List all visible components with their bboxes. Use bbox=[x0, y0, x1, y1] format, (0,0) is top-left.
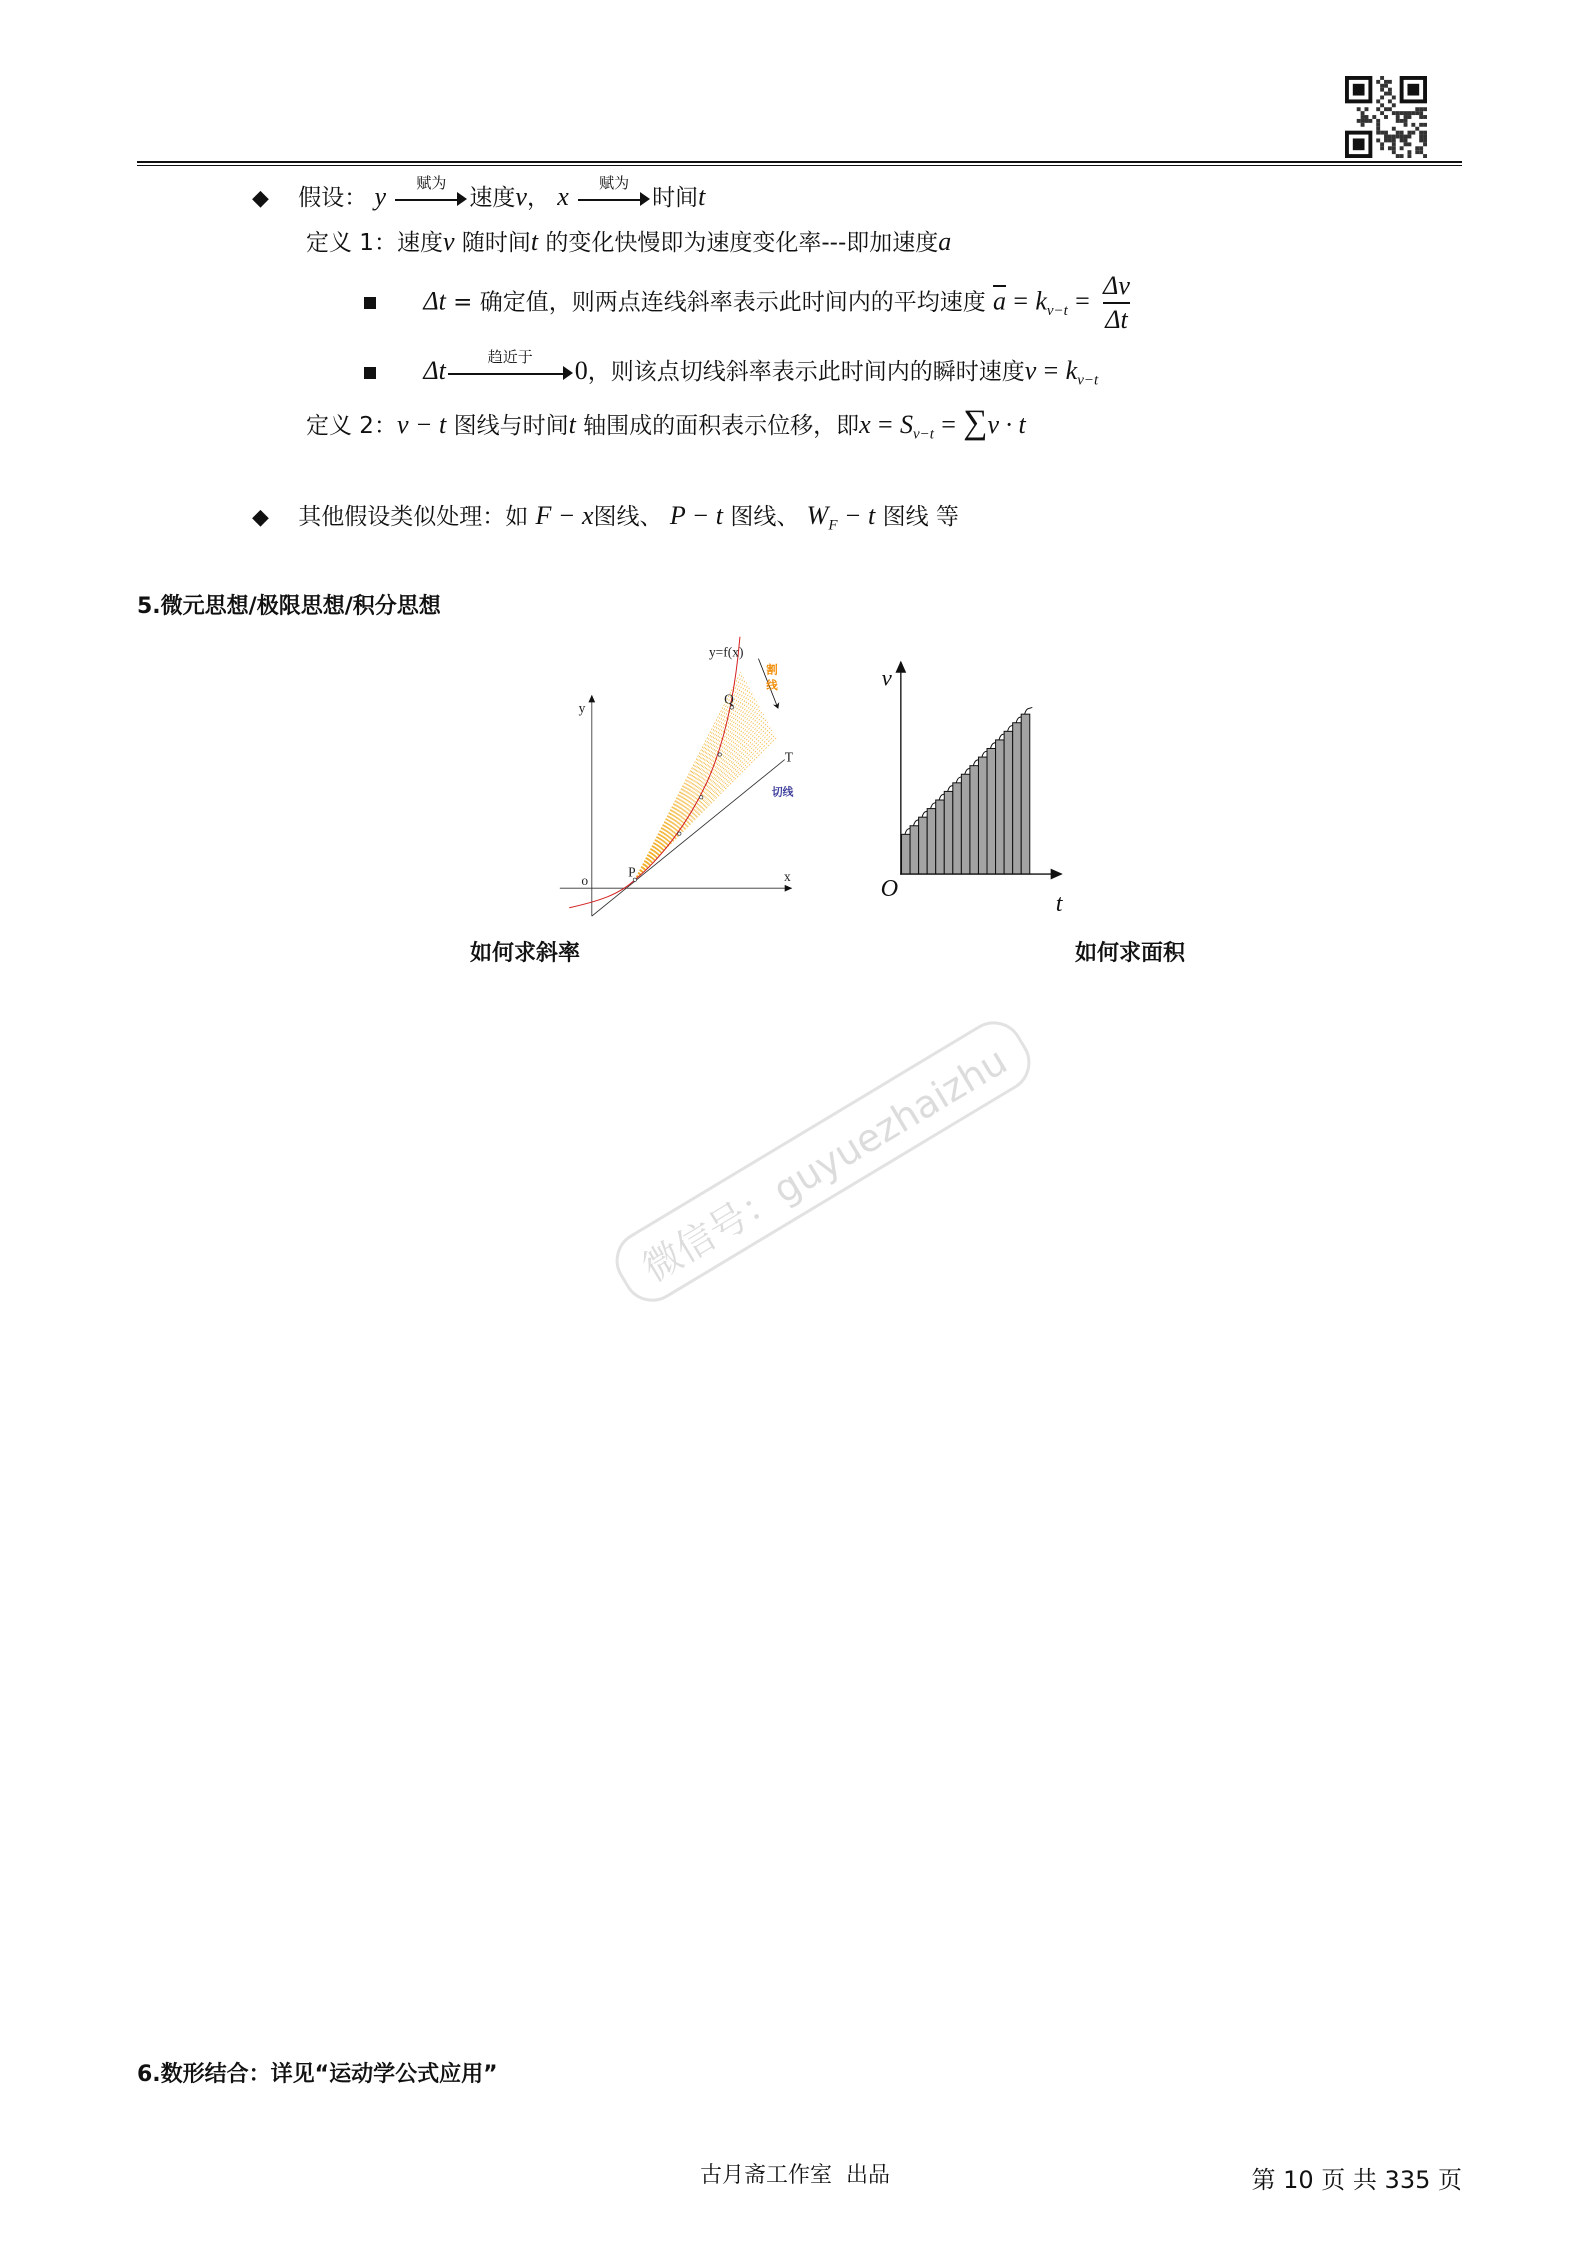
math: Δt bbox=[423, 356, 446, 385]
qr-code bbox=[1345, 76, 1427, 158]
secant-line bbox=[635, 685, 748, 880]
curve-point bbox=[700, 796, 703, 799]
secant-line bbox=[635, 696, 754, 880]
label: 定义 2： bbox=[306, 413, 397, 439]
Q-label: Q bbox=[724, 691, 734, 707]
secant-line bbox=[635, 677, 744, 879]
watermark-text: 微信号：guyuezhaizhu bbox=[635, 1038, 1015, 1291]
subscript: v−t bbox=[1046, 303, 1068, 320]
math: Δt bbox=[423, 286, 446, 316]
header-rule bbox=[137, 161, 1462, 163]
footer-publisher: 古月斋工作室 出品 bbox=[700, 2163, 890, 2188]
text: 图线 等 bbox=[882, 504, 959, 530]
arrow-label: 趋近于 bbox=[487, 349, 533, 366]
text: 的变化快慢即为速度变化率---即加速度 bbox=[545, 230, 939, 256]
subscript: F bbox=[828, 517, 838, 534]
arrow-label: 赋为 bbox=[416, 175, 447, 192]
secant-line bbox=[635, 680, 745, 880]
tangent-label: 切线 bbox=[771, 785, 794, 799]
diamond-bullet-icon: ◆ bbox=[252, 186, 269, 211]
math: t bbox=[698, 182, 706, 211]
math: = bbox=[1075, 286, 1090, 316]
text: 图线与时间 bbox=[453, 413, 569, 439]
figures bbox=[290, 630, 1340, 970]
definition-2 bbox=[306, 404, 1026, 450]
secant-line bbox=[635, 683, 747, 880]
area-bar bbox=[936, 800, 945, 874]
secant-line bbox=[635, 738, 776, 880]
math: t bbox=[530, 227, 539, 256]
text: 轴围成的面积表示位移，即 bbox=[583, 413, 860, 439]
curve bbox=[569, 637, 740, 908]
secant-line bbox=[635, 688, 750, 880]
math: P − t bbox=[669, 501, 724, 530]
label: 其他假设类似处理：如 bbox=[298, 504, 529, 530]
square-item-average bbox=[364, 270, 1130, 336]
P-label: P bbox=[628, 864, 636, 880]
area-bar bbox=[961, 774, 970, 874]
math: v − t bbox=[396, 410, 447, 439]
caption-slope: 如何求斜率 bbox=[469, 941, 581, 966]
arrow-icon bbox=[395, 175, 467, 209]
square-bullet-icon bbox=[364, 297, 376, 309]
area-bar bbox=[927, 809, 936, 874]
area-bar bbox=[987, 748, 996, 874]
area-bar bbox=[996, 740, 1005, 874]
area-bar bbox=[1013, 723, 1022, 874]
secant-label: 割线 bbox=[764, 663, 779, 695]
subscript: v−t bbox=[912, 426, 934, 443]
fraction bbox=[1103, 270, 1130, 336]
secant-lines bbox=[635, 672, 776, 880]
text: 速度 bbox=[396, 230, 443, 256]
curve-label: y=f(x) bbox=[708, 644, 744, 660]
math: x bbox=[557, 182, 569, 211]
tangent-line bbox=[592, 760, 785, 917]
math: x bbox=[859, 410, 871, 439]
text: 图线、 bbox=[730, 504, 800, 530]
area-bar bbox=[910, 826, 919, 874]
math: = bbox=[941, 410, 956, 439]
text: 速度 bbox=[469, 185, 516, 211]
text: ，则该点切线斜率表示此时间内的瞬时速度 bbox=[587, 359, 1025, 385]
secant-line bbox=[635, 693, 752, 880]
area-bar bbox=[902, 834, 911, 874]
secant-line bbox=[635, 730, 772, 880]
numerator: Δv bbox=[1103, 271, 1130, 300]
T-label: T bbox=[784, 749, 793, 765]
y-axis-label: y bbox=[578, 700, 586, 716]
arrow-label: 赋为 bbox=[599, 175, 630, 192]
secant-line bbox=[635, 698, 755, 879]
assumption-bullet bbox=[252, 175, 706, 214]
math: S bbox=[899, 410, 913, 439]
math: W bbox=[806, 501, 829, 530]
v-axis-label: v bbox=[881, 665, 892, 691]
area-bar bbox=[919, 817, 928, 874]
secant-line bbox=[635, 701, 757, 880]
definition-1 bbox=[306, 227, 951, 258]
text: 随时间 bbox=[461, 230, 531, 256]
origin-label: o bbox=[581, 873, 589, 889]
secant-line bbox=[635, 719, 766, 879]
math: = bbox=[1043, 356, 1059, 385]
denominator: Δt bbox=[1105, 305, 1128, 334]
x-axis-label: x bbox=[784, 868, 791, 884]
area-bar bbox=[1004, 731, 1013, 874]
secant-line bbox=[635, 732, 774, 879]
heading-5: 5.微元思想/极限思想/积分思想 bbox=[137, 594, 441, 619]
text: 图线、 bbox=[593, 504, 663, 530]
math: k bbox=[1035, 286, 1047, 316]
text: 时间 bbox=[652, 185, 699, 211]
label: 假设： bbox=[298, 185, 368, 211]
sum-symbol: ∑ bbox=[963, 404, 988, 441]
bar-step-mark bbox=[1025, 707, 1033, 714]
secant-line bbox=[635, 704, 758, 880]
area-bar bbox=[944, 791, 953, 874]
square-item-instant bbox=[364, 349, 1099, 396]
secant-line bbox=[635, 722, 768, 880]
curve-point bbox=[678, 832, 681, 835]
arrow-icon bbox=[578, 175, 650, 209]
slope-figure bbox=[560, 637, 794, 916]
math: a bbox=[938, 227, 952, 256]
math: v · t bbox=[987, 410, 1026, 439]
diamond-bullet-icon: ◆ bbox=[252, 505, 269, 530]
math: y bbox=[374, 182, 387, 211]
math: = bbox=[1013, 286, 1028, 316]
area-bar bbox=[970, 766, 979, 874]
subscript: v−t bbox=[1077, 372, 1099, 389]
header-rule-thin bbox=[137, 165, 1462, 166]
math: v bbox=[515, 182, 527, 211]
secant-line bbox=[635, 711, 762, 879]
math: − t bbox=[837, 501, 876, 530]
area-bar bbox=[978, 757, 987, 874]
area-figure bbox=[881, 662, 1064, 917]
math: k bbox=[1065, 356, 1078, 385]
math: 0 bbox=[574, 356, 588, 385]
text: ， bbox=[526, 185, 550, 211]
text: = 确定值，则两点连线斜率表示此时间内的平均速度 bbox=[453, 289, 986, 316]
caption-area: 如何求面积 bbox=[1074, 941, 1186, 966]
math: $\overline{a}$ bbox=[993, 286, 1007, 316]
area-bar bbox=[1021, 714, 1030, 874]
curve-point bbox=[718, 753, 721, 756]
math: t bbox=[568, 410, 576, 439]
heading-6: 6.数形结合：详见“运动学公式应用” bbox=[137, 2062, 498, 2087]
secant-line bbox=[635, 706, 759, 880]
watermark bbox=[604, 1010, 1041, 1313]
origin-label: O bbox=[880, 874, 899, 902]
other-assumptions-bullet bbox=[252, 501, 959, 541]
t-axis-label: t bbox=[1055, 890, 1063, 918]
label: 定义 1： bbox=[306, 230, 397, 256]
math: v bbox=[1024, 356, 1037, 385]
area-bar bbox=[953, 783, 962, 874]
math: = bbox=[877, 410, 893, 439]
square-bullet-icon bbox=[364, 367, 376, 379]
secant-line bbox=[635, 690, 751, 879]
arrow-icon bbox=[448, 349, 573, 383]
footer-page-info: 第 10 页 共 335 页 bbox=[1251, 2166, 1462, 2194]
secant-line bbox=[635, 725, 769, 880]
math: v bbox=[442, 227, 455, 256]
math: F − x bbox=[535, 501, 594, 530]
